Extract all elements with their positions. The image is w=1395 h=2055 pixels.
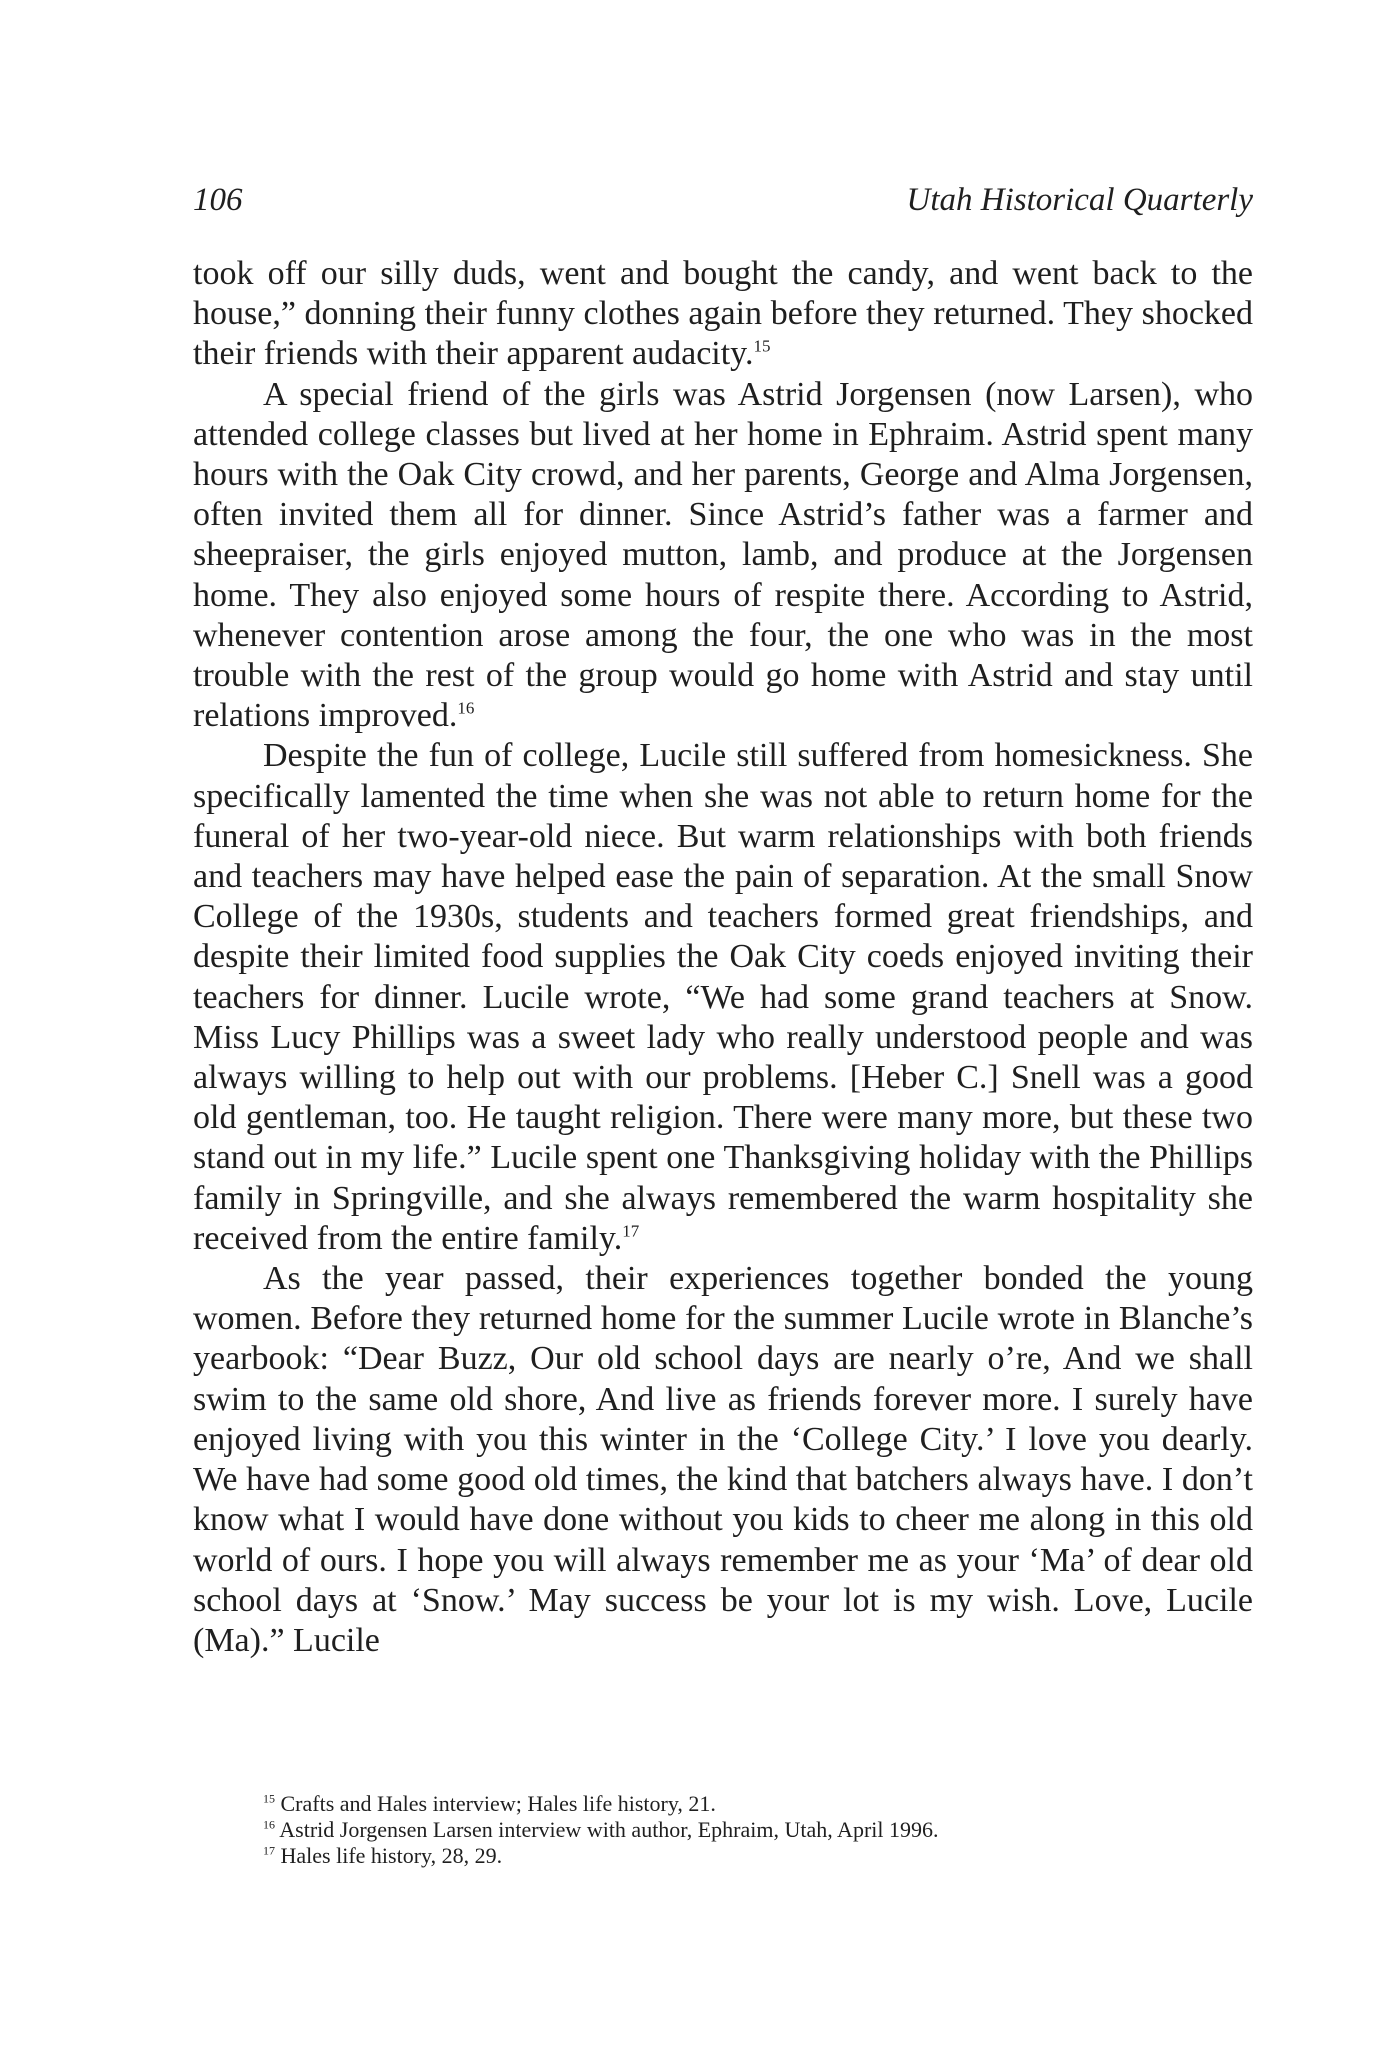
- paragraph: [193, 736, 1253, 1259]
- footnote-text: Astrid Jorgensen Larsen interview with author, Ephraim, Utah, April 1996.: [279, 1817, 939, 1842]
- paragraph: [193, 254, 1253, 375]
- footnote-ref[interactable]: 16: [457, 698, 475, 718]
- footnote-text: Crafts and Hales interview; Hales life history, 21.: [280, 1791, 716, 1816]
- journal-title: Utah Historical Quarterly: [906, 182, 1253, 218]
- footnote: [263, 1791, 1253, 1817]
- footnote-number: 15: [263, 1791, 275, 1806]
- paragraph: [193, 375, 1253, 737]
- paragraph-text: took off our silly duds, went and bought the candy, and went back to the house,” donning their funny clothes again before they returned. They shocked their friends with their apparent audacity.: [193, 255, 1253, 373]
- paragraph: [193, 1259, 1253, 1661]
- footnote-ref[interactable]: 15: [753, 337, 771, 357]
- paragraph-text: Despite the fun of college, Lucile still suffered from homesickness. She specifically lamented the time when she was not able to return home for the funeral of her two-year-old niece. But warm relationships with both friends and teachers may have helped ease the pain of separation. At the small Snow College of the 1930s, students and teachers formed great friendships, and despite their limited food supplies the Oak City coeds enjoyed inviting their teachers for dinner. Lucile wrote, “We had some grand teachers at Snow. Miss Lucy Phillips was a sweet lady who really understood people and was always willing to help out with our problems. [Heber C.] Snell was a good old gentleman, too. He taught religion. There were many more, but these two stand out in my life.” Lucile spent one Thanksgiving holiday with the Phillips family in Springville, and she always remembered the warm hospitality she received from the entire family.: [193, 737, 1253, 1257]
- footnote: [263, 1843, 1253, 1869]
- running-header: [193, 182, 1253, 232]
- footnote-number: 16: [263, 1817, 275, 1832]
- footnote-text: Hales life history, 28, 29.: [280, 1843, 503, 1868]
- page-number: 106: [193, 182, 243, 218]
- paragraph-text: A special friend of the girls was Astrid Jorgensen (now Larsen), who attended college classes but lived at her home in Ephraim. Astrid spent many hours with the Oak City crowd, and her parents, George and Alma Jorgensen, often invited them all for dinner. Since Astrid’s father was a farmer and sheepraiser, the girls enjoyed mutton, lamb, and produce at the Jorgensen home. They also enjoyed some hours of respite there. According to Astrid, whenever contention arose among the four, the one who was in the most trouble with the rest of the group would go home with Astrid and stay until relations improved.: [193, 375, 1253, 735]
- footnote-ref[interactable]: 17: [622, 1221, 640, 1241]
- footnote-number: 17: [263, 1843, 275, 1858]
- footnote: [263, 1817, 1253, 1843]
- footnotes: [263, 1791, 1253, 1869]
- body-text: [193, 254, 1253, 1661]
- paragraph-text: As the year passed, their experiences together bonded the young women. Before they returned home for the summer Lucile wrote in Blanche’s yearbook: “Dear Buzz, Our old school days are nearly o’re, And we shall swim to the same old shore, And live as friends forever more. I surely have enjoyed living with you this winter in the ‘College City.’ I love you dearly. We have had some good old times, the kind that batchers always have. I don’t know what I would have done without you kids to cheer me along in this old world of ours. I hope you will always remember me as your ‘Ma’ of dear old school days at ‘Snow.’ May success be your lot is my wish. Love, Lucile (Ma).” Lucile: [193, 1260, 1253, 1659]
